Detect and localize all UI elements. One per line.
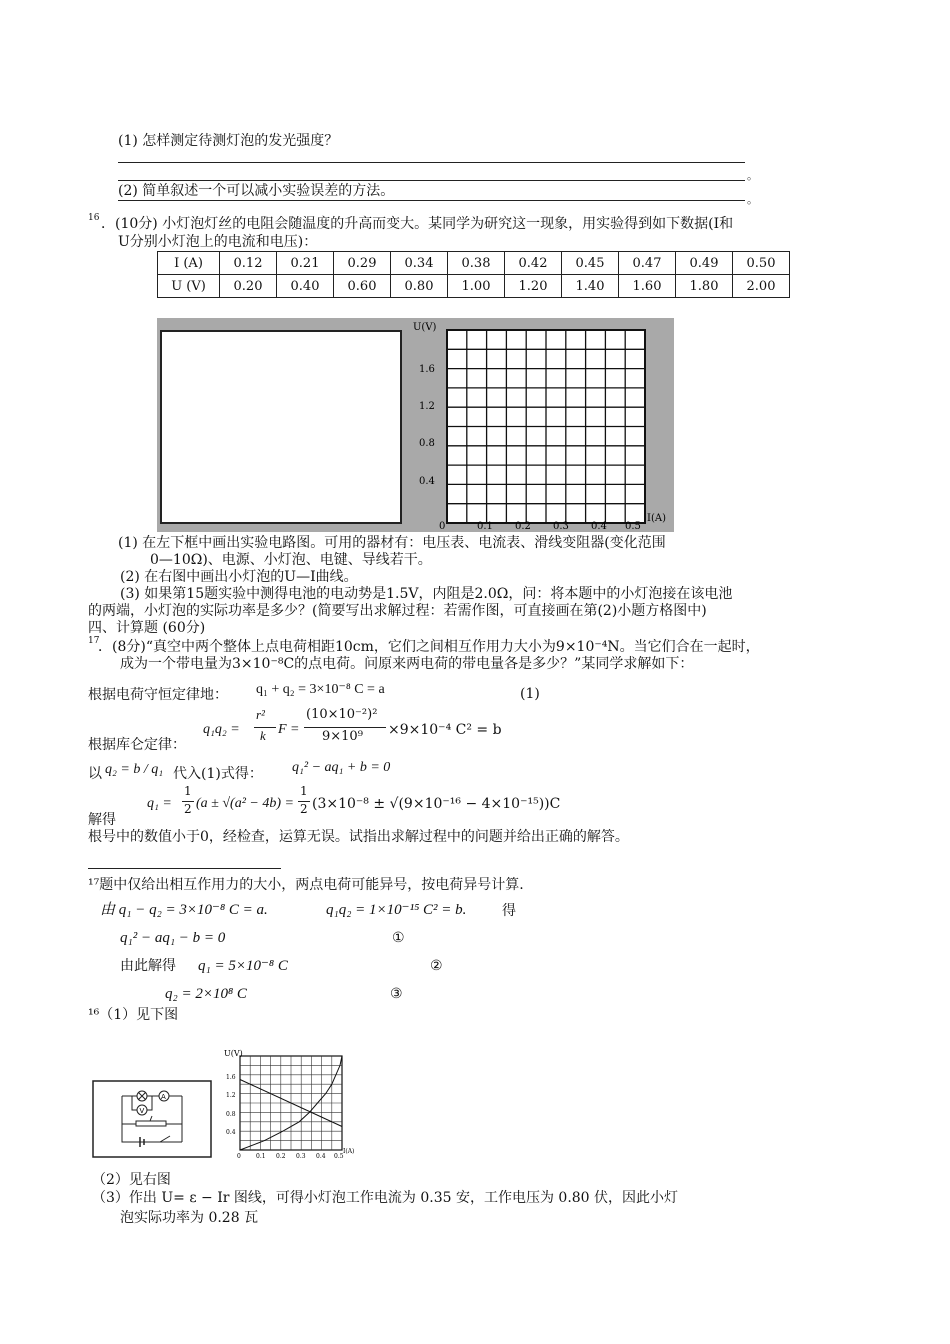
table-cell: 2.00 <box>733 275 790 298</box>
q17-eq4-mid: (a ± √(a² − 4b) = <box>196 796 294 811</box>
y-tick-label: 1.6 <box>226 1074 236 1081</box>
circled-number: ① <box>392 930 405 946</box>
answer16-part3-line1: （3）作出 U= ε − Ir 图线，可得小灯泡工作电流为 0.35 安，工作电压为 0.80 伏，因此小灯 <box>92 1190 679 1206</box>
q17-note: 根号中的数值小于0，经检查，运算无误。试指出求解过程中的问题并给出正确的解答。 <box>88 829 629 845</box>
q17-eq4-right: (3×10⁻⁸ ± √(9×10⁻¹⁶ − 4×10⁻¹⁵))C <box>312 796 561 812</box>
y-tick-label: 1.2 <box>419 401 435 412</box>
x-tick-label: 0.3 <box>296 1153 306 1160</box>
q17-line4-label: 解得 <box>88 812 116 828</box>
x-tick-label: 0.5 <box>334 1153 344 1160</box>
data-table <box>157 251 790 298</box>
fraction-denominator: 2 <box>184 802 192 816</box>
section-heading: 四、计算题 (60分) <box>88 620 206 636</box>
table-cell: 0.20 <box>220 275 277 298</box>
fraction-bar <box>304 727 386 728</box>
answer17-title: ¹⁷题中仅给出相互作用力的大小，两点电荷可能异号，按电荷异号计算. <box>88 877 524 893</box>
q16-sub3-line2: 的两端，小灯泡的实际功率是多少？(简要写出求解过程：若需作图，可直接画在第(2)小题方格图中) <box>88 603 707 619</box>
answer17-eq2: q₁q₂ = 1×10⁻¹⁵ C² = b. <box>326 902 467 918</box>
y-axis-label: U(V) <box>224 1049 243 1058</box>
table-cell: 1.00 <box>448 275 505 298</box>
answer16-part3-line2: 泡实际功率为 0.28 瓦 <box>120 1210 259 1226</box>
table-cell: 0.12 <box>220 252 277 275</box>
y-tick-label: 0.8 <box>419 438 435 449</box>
answer-circuit-diagram <box>92 1080 212 1158</box>
x-tick-label: 0.4 <box>316 1153 326 1160</box>
q17-eq2-right: ×9×10⁻⁴ C² = b <box>388 722 502 738</box>
x-tick-label: 0.2 <box>276 1153 286 1160</box>
q16-sub2: (2) 在右图中画出小灯泡的U—I曲线。 <box>120 569 358 585</box>
q17-eq2-mid: F = <box>278 722 300 737</box>
fraction-denominator: 2 <box>300 802 308 816</box>
table-cell: 1.20 <box>505 275 562 298</box>
answer-line <box>118 162 745 163</box>
q16-sub1-line1: (1) 在左下框中画出实验电路图。可用的器材有：电压表、电流表、滑线变阻器(变化范围 <box>118 535 666 551</box>
q17-stem-line1: ．(8分)“真空中两个整体上点电荷相距10cm，它们之间相互作用力大小为9×10⁻⁴N。当它们合在一起时， <box>98 639 760 655</box>
table-row <box>158 275 790 298</box>
fraction-denominator: 9×10⁹ <box>322 729 363 744</box>
y-tick-label: 0.8 <box>226 1111 236 1118</box>
y-tick-label: 1.6 <box>419 364 435 375</box>
footnote-divider <box>88 868 281 869</box>
equation-number: (1) <box>520 686 540 702</box>
q15-sub2: (2) 简单叙述一个可以减小实验误差的方法。 <box>118 183 395 199</box>
fraction-numerator: 1 <box>184 784 192 798</box>
table-cell: 0.49 <box>676 252 733 275</box>
table-cell: 0.29 <box>334 252 391 275</box>
y-axis-label: U(V) <box>413 322 437 333</box>
fraction-numerator: (10×10⁻²)² <box>306 707 378 722</box>
q17-eq4-left: q₁ = <box>147 796 172 811</box>
q16-number: 16 <box>88 213 100 223</box>
row-label: I (A) <box>158 252 220 275</box>
table-cell: 0.38 <box>448 252 505 275</box>
x-tick-label: 0.5 <box>625 521 641 532</box>
q16-stem-line1: ．(10分) 小灯泡灯丝的电阻会随温度的升高而变大。某同学为研究这一现象，用实验得到如下数据(I和 <box>101 216 734 232</box>
x-tick-label: 0 <box>439 521 446 532</box>
y-tick-label: 0.4 <box>226 1129 236 1136</box>
q17-eq3a: q₂ = b / q₁ <box>105 762 164 777</box>
q17-number: 17 <box>88 636 100 646</box>
q17-stem-line2: 成为一个带电量为3×10⁻⁸C的点电荷。问原来两电荷的带电量各是多少？”某同学求解如下： <box>120 656 694 672</box>
circled-number: ② <box>430 958 443 974</box>
answer17-eq4: q₁ = 5×10⁻⁸ C <box>198 958 288 974</box>
answer-line <box>118 180 745 181</box>
table-cell: 0.80 <box>391 275 448 298</box>
circuit-draw-box <box>160 330 402 524</box>
q16-sub1-line2: 0—10Ω)、电源、小灯泡、电键、导线若干。 <box>150 552 432 568</box>
table-cell: 0.42 <box>505 252 562 275</box>
table-cell: 0.45 <box>562 252 619 275</box>
table-cell: 0.47 <box>619 252 676 275</box>
q16-grid <box>405 318 674 532</box>
answer17-de: 得 <box>502 903 516 919</box>
q17-line2-label: 根据库仑定律： <box>88 737 186 753</box>
answer16-part1: ¹⁶（1）见下图 <box>88 1007 179 1023</box>
x-tick-label: 0.2 <box>515 521 531 532</box>
period: 。 <box>747 193 758 206</box>
x-tick-label: 0.1 <box>256 1153 266 1160</box>
table-cell: 0.21 <box>277 252 334 275</box>
table-cell: 1.40 <box>562 275 619 298</box>
circled-number: ③ <box>390 986 403 1002</box>
x-tick-label: 0.3 <box>553 521 569 532</box>
y-tick-label: 0.4 <box>419 476 435 487</box>
answer17-eq5: q₂ = 2×10⁸ C <box>165 986 247 1002</box>
q17-line1-label: 根据电荷守恒定律地： <box>88 687 228 703</box>
row-label: U (V) <box>158 275 220 298</box>
fraction-denominator: k <box>260 728 266 743</box>
fraction-numerator: 1 <box>300 784 308 798</box>
q16-sub3-line1: (3) 如果第15题实验中测得电池的电动势是1.5V，内阻是2.0Ω，问：将本题中的小灯泡接在该电池 <box>120 586 733 602</box>
table-cell: 0.40 <box>277 275 334 298</box>
y-tick-label: 1.2 <box>226 1092 236 1099</box>
table-cell: 0.50 <box>733 252 790 275</box>
q16-stem-line2: U分别小灯泡上的电流和电压)： <box>118 234 318 250</box>
q17-eq3b: q₁² − aq₁ + b = 0 <box>292 760 391 775</box>
x-tick-label: 0.1 <box>477 521 493 532</box>
table-cell: 1.80 <box>676 275 733 298</box>
answer-line <box>118 200 745 201</box>
q17-eq1: q₁ + q₂ = 3×10⁻⁸ C = a <box>256 682 385 697</box>
answer17-eq1: 由 q₁ − q₂ = 3×10⁻⁸ C = a. <box>100 902 268 918</box>
q15-sub1: (1) 怎样测定待测灯泡的发光强度？ <box>118 133 339 149</box>
q17-eq2-left: q₁q₂ = <box>203 722 240 737</box>
q17-line3-label: 以 <box>88 766 102 782</box>
answer17-solve-label: 由此解得 <box>120 958 176 974</box>
q17-line3-mid: 代入(1)式得： <box>173 766 263 782</box>
x-axis-label: I(A) <box>647 513 666 524</box>
answer17-eq3: q₁² − aq₁ − b = 0 <box>120 930 226 946</box>
table-cell: 1.60 <box>619 275 676 298</box>
table-row <box>158 252 790 275</box>
circuit-frame <box>93 1081 211 1157</box>
voltmeter-symbol: V <box>139 1107 145 1115</box>
ammeter-symbol: A <box>161 1093 166 1101</box>
table-cell: 0.34 <box>391 252 448 275</box>
period: 。 <box>747 169 758 182</box>
answer16-part2: （2）见右图 <box>92 1172 171 1188</box>
table-cell: 0.60 <box>334 275 391 298</box>
rheostat-icon <box>136 1121 166 1126</box>
x-tick-label: 0.4 <box>591 521 607 532</box>
x-tick-label: 0 <box>237 1153 241 1160</box>
answer-ui-graph <box>222 1049 355 1162</box>
x-axis-label: I(A) <box>343 1148 355 1155</box>
fraction-numerator: r² <box>256 707 265 722</box>
